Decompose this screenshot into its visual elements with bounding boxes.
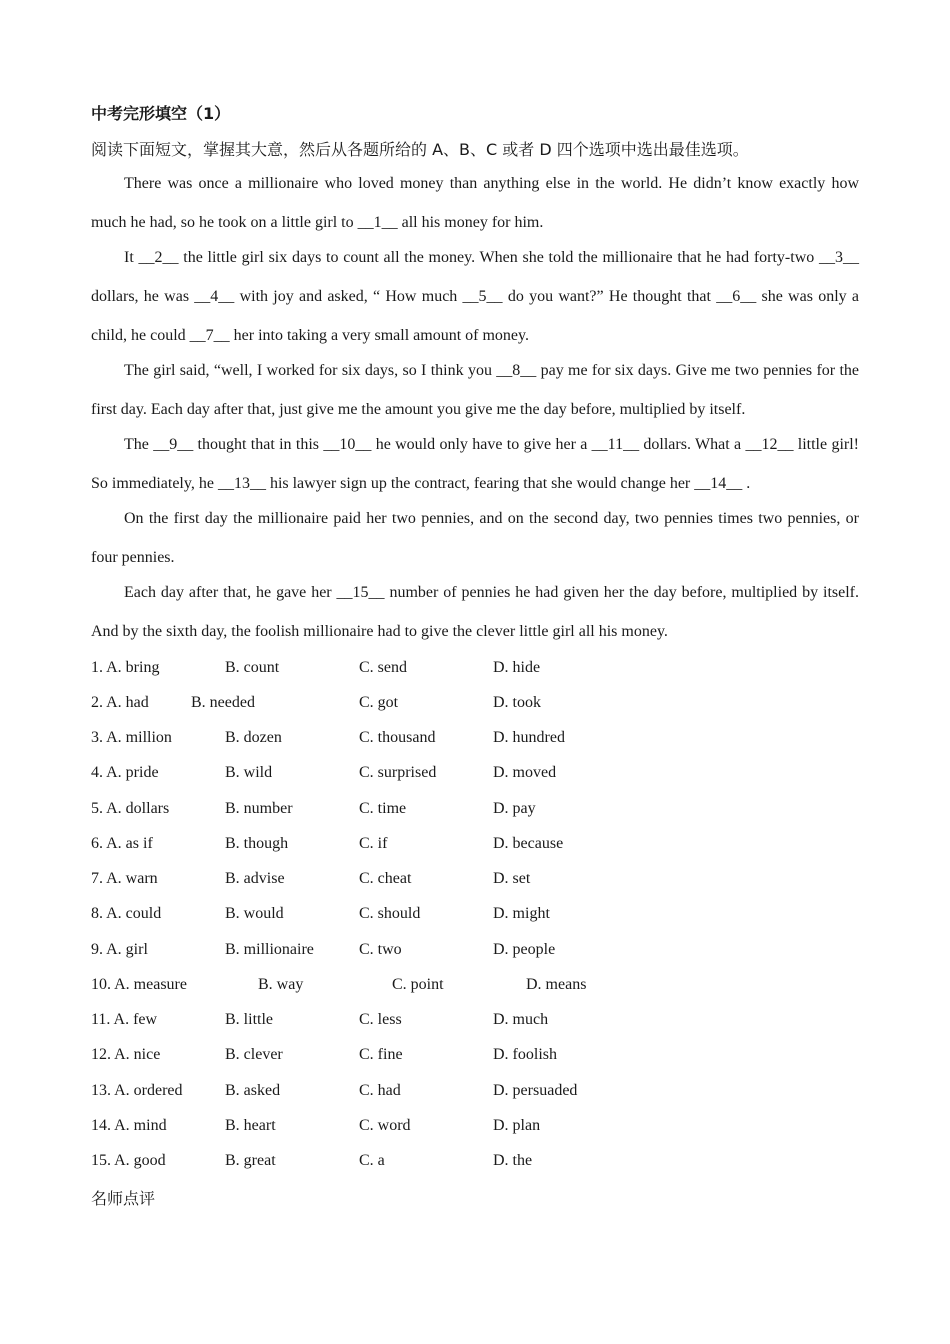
option-c: C. got: [359, 694, 399, 711]
passage-paragraph-1: There was once a millionaire who loved money than anything else in the world. He didn’t know exactly how much he had, so he took on a little girl to __1__ all his money for him.: [91, 175, 859, 231]
option-d: D. the: [493, 1152, 533, 1169]
option-c: C. thousand: [359, 729, 436, 746]
option-a: 14. A. mind: [91, 1117, 167, 1134]
option-d: D. foolish: [493, 1046, 557, 1063]
option-d: D. hundred: [493, 729, 565, 746]
passage-paragraph-5: On the first day the millionaire paid her two pennies, and on the second day, two pennies times two pennies, or four pennies.: [91, 510, 859, 566]
passage-paragraph-4: The __9__ thought that in this __10__ he would only have to give her a __11__ dollars. What a __12__ little girl! So immediately, he __13__ his lawyer sign up the contract, fearing that she would change her __14__ .: [91, 436, 859, 492]
option-b: B. would: [225, 905, 284, 922]
teacher-comment-heading: 名师点评: [91, 1189, 156, 1208]
option-b: B. though: [225, 835, 289, 852]
option-c: C. word: [359, 1117, 411, 1134]
option-d: D. means: [526, 976, 587, 993]
option-b: B. wild: [225, 764, 273, 781]
option-b: B. number: [225, 800, 293, 817]
option-a: 3. A. million: [91, 729, 172, 746]
option-c: C. surprised: [359, 764, 437, 781]
option-c: C. had: [359, 1082, 401, 1099]
option-c: C. time: [359, 800, 407, 817]
option-d: D. hide: [493, 659, 541, 676]
option-b: B. millionaire: [225, 941, 314, 958]
option-c: C. if: [359, 835, 388, 852]
passage-paragraph-6: Each day after that, he gave her __15__ number of pennies he had given her the day before, multiplied by itself. And by the sixth day, the foolish millionaire had to give the clever little girl all his money.: [91, 584, 859, 640]
option-d: D. people: [493, 941, 556, 958]
option-a: 15. A. good: [91, 1152, 166, 1169]
option-c: C. less: [359, 1011, 402, 1028]
option-b: B. way: [258, 976, 304, 993]
option-d: D. persuaded: [493, 1082, 578, 1099]
option-a: 5. A. dollars: [91, 800, 170, 817]
option-b: B. clever: [225, 1046, 283, 1063]
option-d: D. because: [493, 835, 564, 852]
option-a: 8. A. could: [91, 905, 162, 922]
option-b: B. asked: [225, 1082, 281, 1099]
option-a: 2. A. had: [91, 694, 149, 711]
option-b: B. little: [225, 1011, 273, 1028]
option-d: D. plan: [493, 1117, 541, 1134]
option-c: C. should: [359, 905, 421, 922]
option-b: B. advise: [225, 870, 285, 887]
option-a: 13. A. ordered: [91, 1082, 183, 1099]
option-b: B. count: [225, 659, 280, 676]
option-a: 12. A. nice: [91, 1046, 161, 1063]
option-a: 4. A. pride: [91, 764, 159, 781]
option-b: B. dozen: [225, 729, 282, 746]
option-d: D. took: [493, 694, 541, 711]
option-b: B. needed: [191, 694, 255, 711]
option-d: D. might: [493, 905, 550, 922]
option-d: D. pay: [493, 800, 536, 817]
option-a: 7. A. warn: [91, 870, 158, 887]
passage-paragraph-2: It __2__ the little girl six days to count all the money. When she told the millionaire that he had forty-two __3__ dollars, he was __4__ with joy and asked, “ How much __5__ do you want?” He thought that __6__ she was only a child, he could __7__ her into taking a very small amount of money.: [91, 249, 859, 344]
option-c: C. fine: [359, 1046, 403, 1063]
option-a: 1. A. bring: [91, 659, 160, 676]
option-c: C. two: [359, 941, 402, 958]
option-c: C. a: [359, 1152, 385, 1169]
option-a: 6. A. as if: [91, 835, 153, 852]
option-a: 11. A. few: [91, 1011, 158, 1028]
option-d: D. moved: [493, 764, 557, 781]
option-d: D. set: [493, 870, 531, 887]
option-d: D. much: [493, 1011, 549, 1028]
option-c: C. cheat: [359, 870, 412, 887]
option-b: B. heart: [225, 1117, 276, 1134]
passage-paragraph-3: The girl said, “well, I worked for six days, so I think you __8__ pay me for six days. Give me two pennies for the first day. Each day after that, just give me the amount you give me the day before, multiplied by itself.: [91, 362, 859, 418]
option-a: 10. A. measure: [91, 976, 187, 993]
instructions: 阅读下面短文，掌握其大意，然后从各题所给的 A、B、C 或者 D 四个选项中选出最佳选项。: [91, 140, 749, 159]
option-c: C. send: [359, 659, 407, 676]
option-c: C. point: [392, 976, 444, 993]
option-b: B. great: [225, 1152, 276, 1169]
page-title: 中考完形填空（1）: [91, 104, 231, 123]
option-a: 9. A. girl: [91, 941, 148, 958]
